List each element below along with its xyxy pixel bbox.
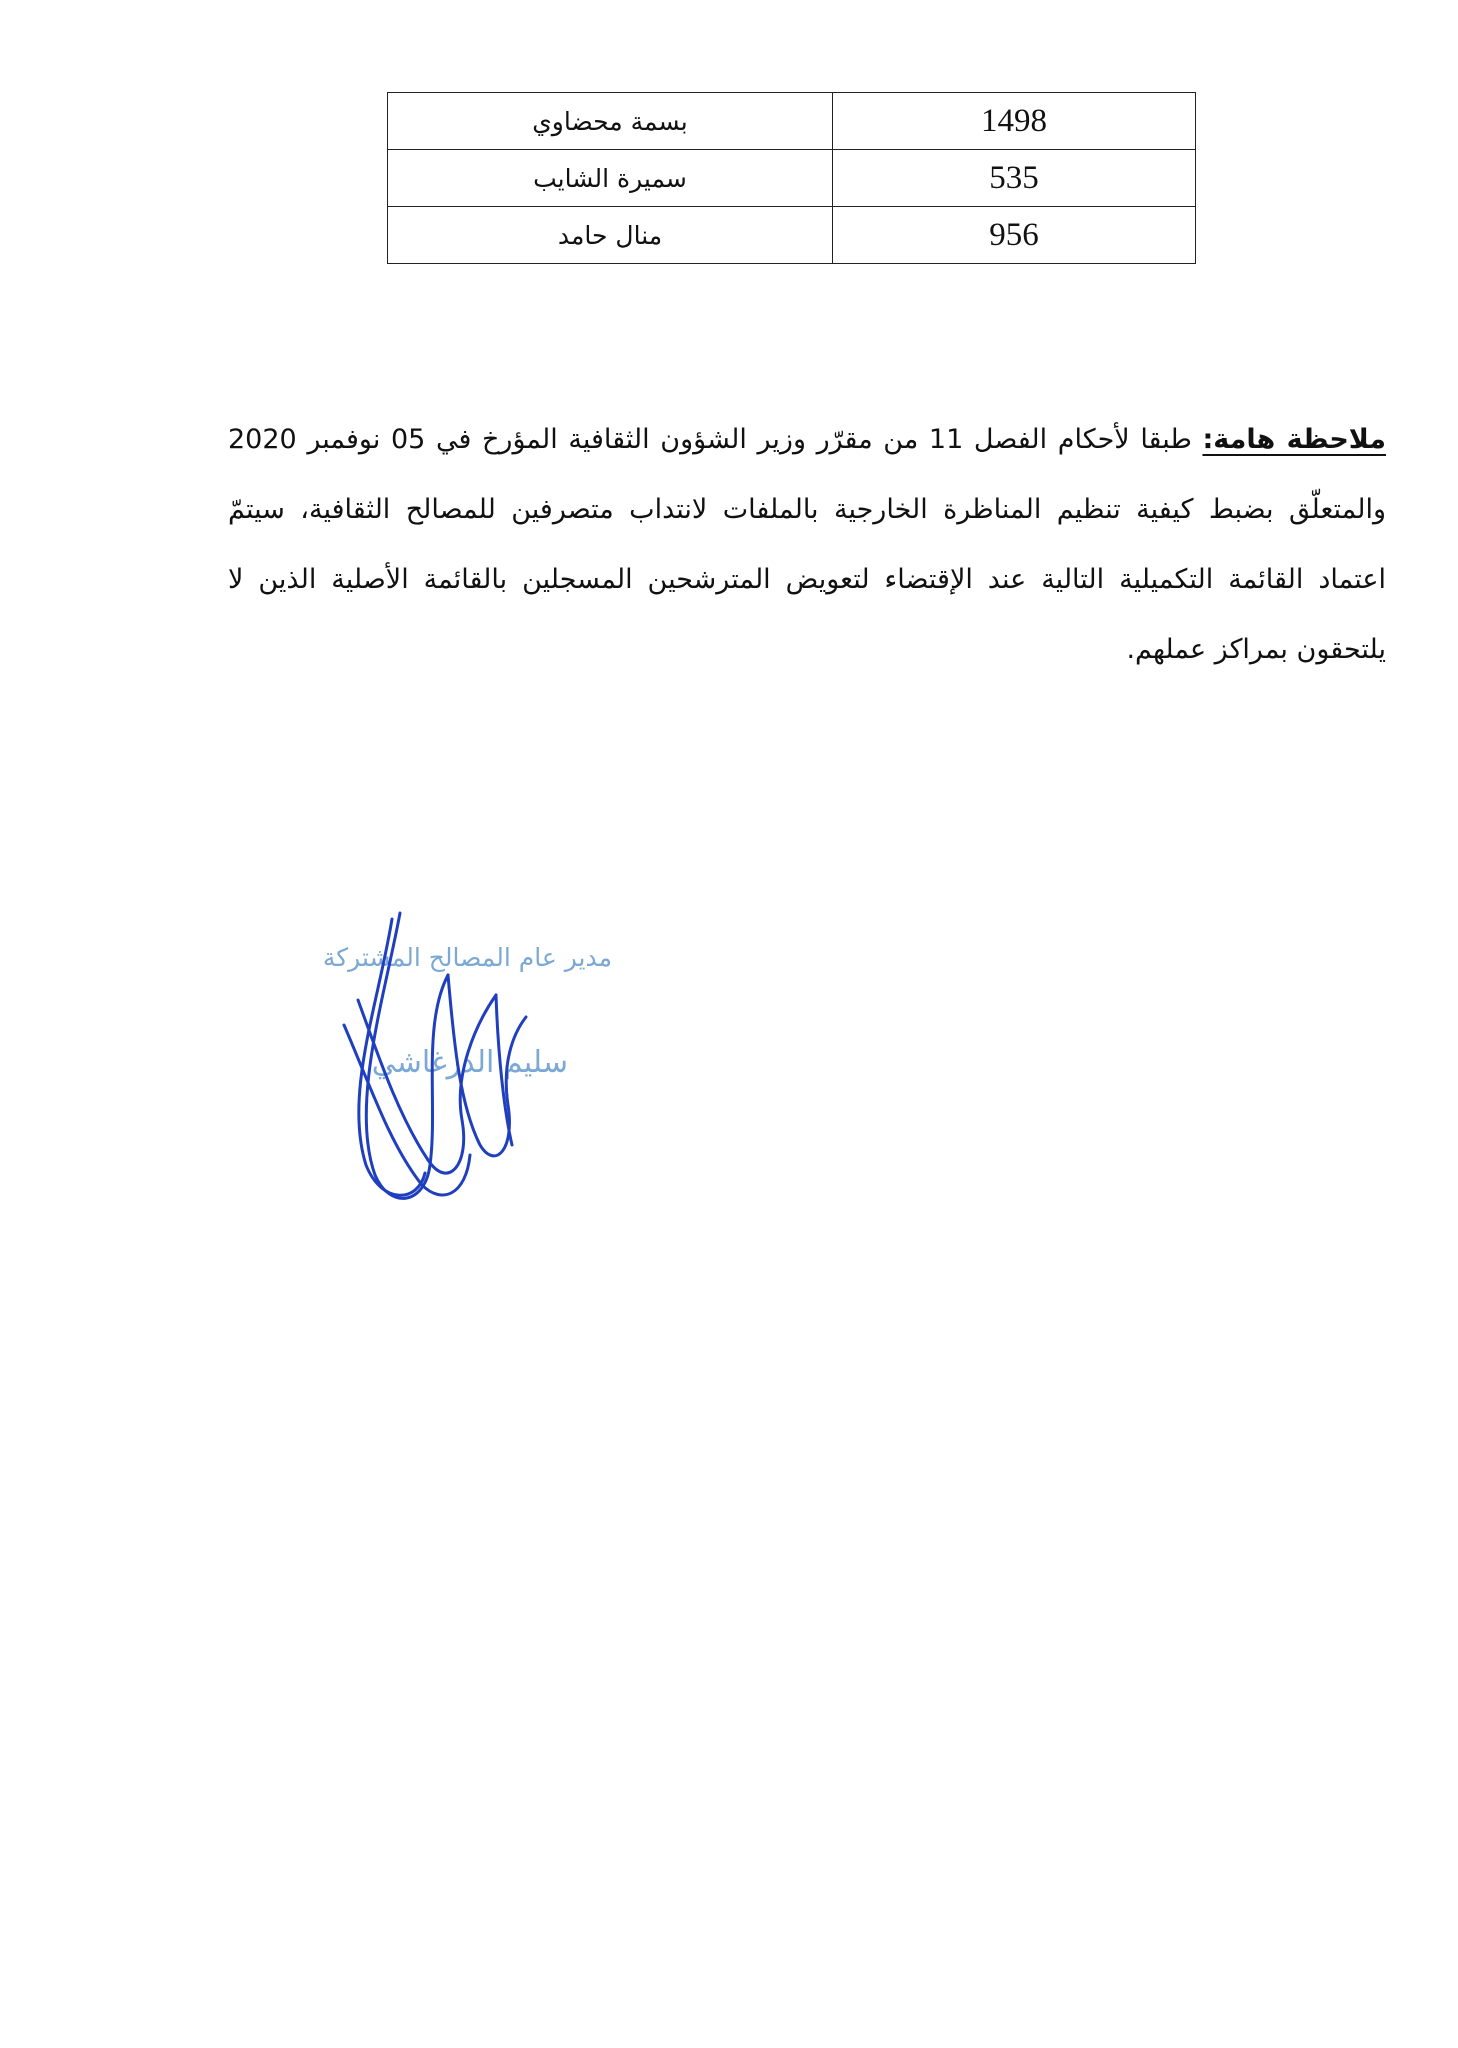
table-row bbox=[388, 150, 1196, 207]
note-label: ملاحظة هامة: bbox=[1202, 424, 1386, 455]
candidate-number: 956 bbox=[833, 207, 1196, 264]
table-row bbox=[388, 207, 1196, 264]
important-note bbox=[228, 405, 1386, 685]
candidate-name: بسمة محضاوي bbox=[388, 93, 833, 150]
note-text: طبقا لأحكام الفصل 11 من مقرّر وزير الشؤون الثقافية المؤرخ في 05 نوفمبر 2020 والمتعلّق بضبط كيفية تنظيم المناظرة الخارجية بالملفات لانتداب متصرفين للمصالح الثقافية، سيتمّ اعتماد القائمة التكميلية التالية عند الإقتضاء لتعويض المترشحين المسجلين بالقائمة الأصلية الذين لا يلتحقون بمراكز عملهم. bbox=[228, 424, 1386, 665]
candidate-number: 535 bbox=[833, 150, 1196, 207]
candidate-number: 1498 bbox=[833, 93, 1196, 150]
handwritten-signature bbox=[330, 905, 540, 1215]
candidate-name: سميرة الشايب bbox=[388, 150, 833, 207]
stamp-name: سليم الدرغاشي bbox=[371, 1045, 568, 1080]
candidate-name: منال حامد bbox=[388, 207, 833, 264]
candidates-table bbox=[387, 92, 1196, 264]
stamp-title: مدير عام المصالح المشتركة bbox=[322, 943, 612, 972]
table-row bbox=[388, 93, 1196, 150]
